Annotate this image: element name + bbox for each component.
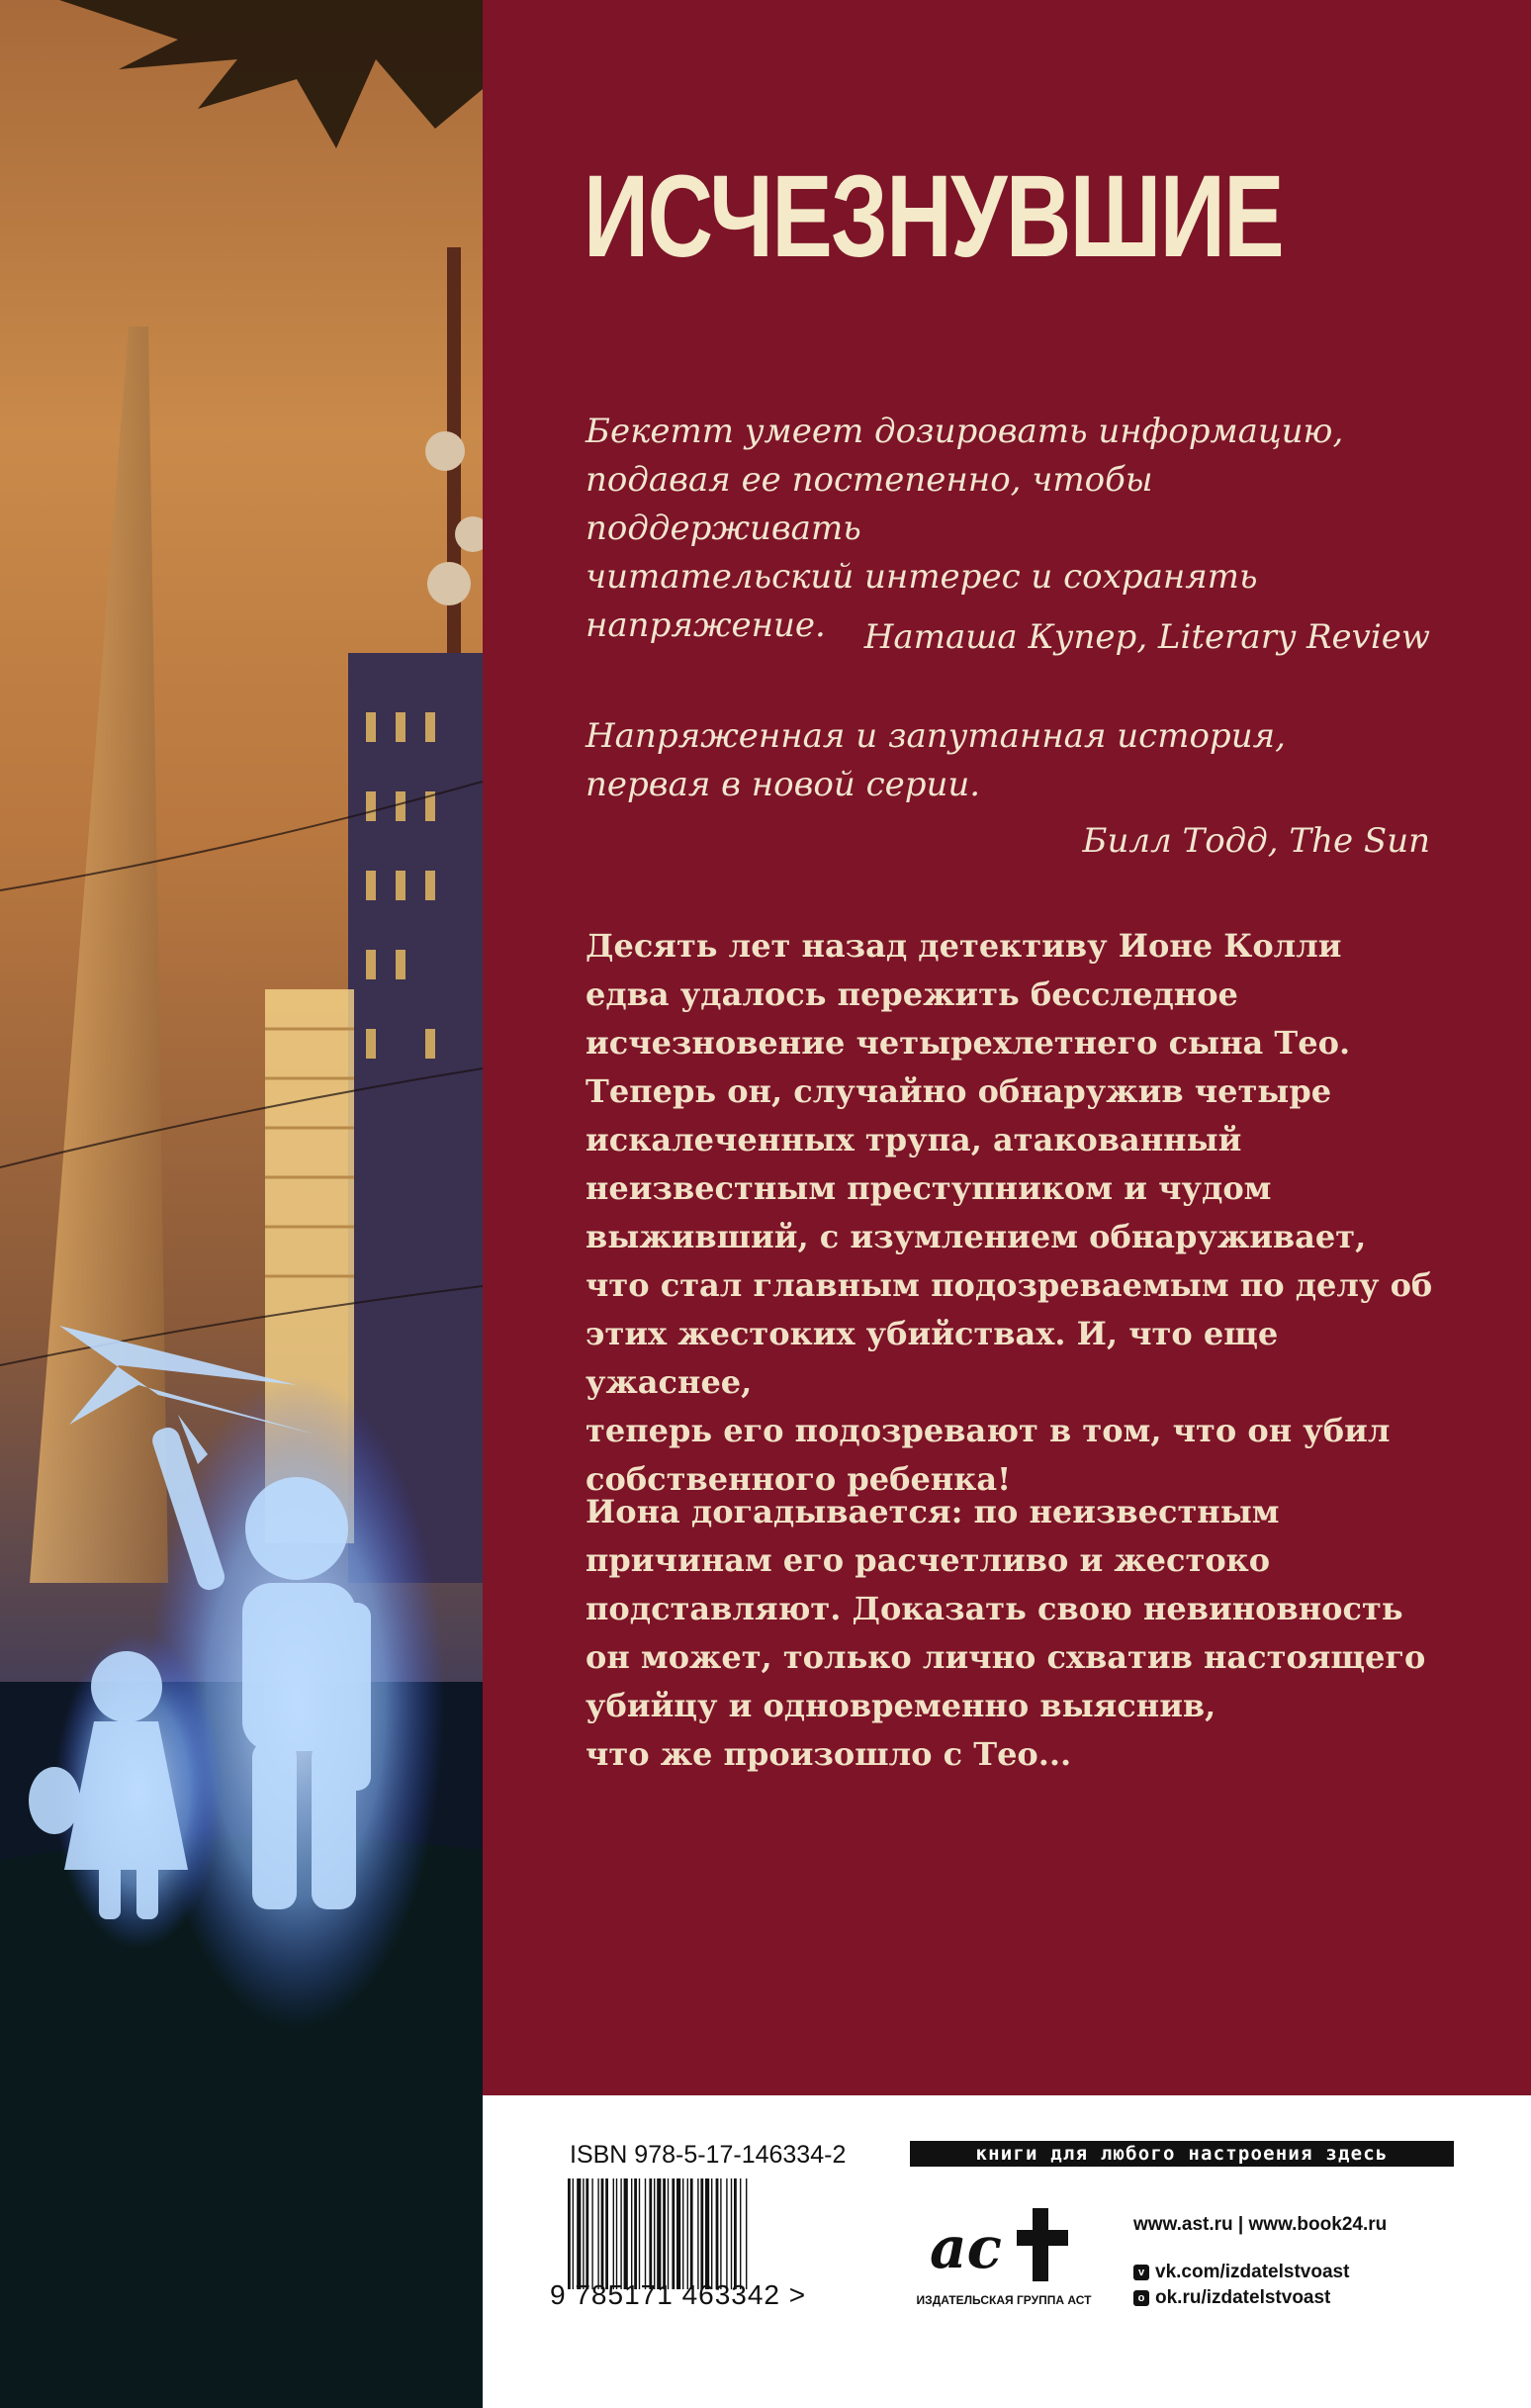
blurb-line: теперь его подозревают в том, что он убил	[585, 1412, 1391, 1449]
blurb-line: неизвестным преступником и чудом	[585, 1169, 1272, 1207]
blurb-line: собственного ребенка!	[585, 1460, 1012, 1498]
publisher-strip	[483, 2095, 1531, 2408]
review-quote-2	[585, 712, 1436, 809]
barcode-icon	[568, 2178, 864, 2289]
leaves-icon	[59, 0, 483, 148]
blurb-line: выживший, с изумлением обнаруживает,	[585, 1218, 1367, 1255]
blurb-line: этих жестоких убийствах. И, что еще ужаснее,	[585, 1315, 1279, 1401]
vk-link[interactable]	[1133, 2262, 1349, 2283]
publisher-sites[interactable]: www.ast.ru | www.book24.ru	[1133, 2214, 1388, 2235]
blurb-line: Десять лет назад детективу Ионе Колли	[585, 927, 1342, 965]
review-attribution-1: Наташа Купер, Literary Review	[863, 617, 1430, 657]
isbn-label: ISBN 978-5-17-146334-2	[570, 2141, 847, 2169]
publisher-imprint: ИЗДАТЕЛЬСКАЯ ГРУППА АСТ	[916, 2293, 1092, 2307]
blurb-line: что же произошло с Тео...	[585, 1735, 1072, 1773]
book-title: ИСЧЕЗНУВШИЕ	[584, 151, 1284, 282]
review-attribution-2: Билл Тодд, The Sun	[1082, 821, 1430, 861]
blurb-line: исчезновение четырехлетнего сына Тео.	[585, 1024, 1351, 1062]
blurb-line: искалеченных трупа, атакованный	[585, 1121, 1242, 1158]
ok-link[interactable]	[1133, 2287, 1330, 2309]
vk-link-text: vk.com/izdatelstvoast	[1155, 2262, 1350, 2282]
city-night-illustration	[0, 0, 483, 2408]
blurb-line: Теперь он, случайно обнаружив четыре	[585, 1072, 1332, 1110]
svg-text:ас: ас	[930, 2214, 1002, 2281]
ok-link-text: ok.ru/izdatelstvoast	[1155, 2287, 1331, 2308]
blurb-paragraph-2	[585, 1488, 1436, 1779]
blurb-line: убийцу и одновременно выяснив,	[585, 1687, 1216, 1724]
back-cover-panel	[483, 0, 1531, 2095]
review-line: подавая ее постепенно, чтобы поддерживать	[585, 460, 1153, 548]
review-line: первая в новой серии.	[585, 765, 981, 804]
ast-logo-icon	[924, 2190, 1082, 2289]
review-quote-1	[585, 408, 1436, 650]
blurb-line: он может, только лично схватив настоящего	[585, 1638, 1426, 1676]
blurb-line: подставляют. Доказать свою невиновность	[585, 1590, 1403, 1627]
blurb-line: едва удалось пережить бесследное	[585, 975, 1238, 1013]
blurb-line: что стал главным подозреваемым по делу об	[585, 1266, 1433, 1304]
blurb-line: Иона догадывается: по неизвестным	[585, 1493, 1280, 1530]
review-line: напряжение.	[585, 605, 826, 645]
ok-icon: o	[1133, 2290, 1149, 2306]
barcode-digits: 9 785171 463342 >	[550, 2279, 807, 2310]
blurb-paragraph-1	[585, 922, 1436, 1504]
review-line: Напряженная и запутанная история,	[585, 716, 1286, 756]
review-line: читательский интерес и сохранять	[585, 557, 1258, 597]
vk-icon: v	[1133, 2265, 1149, 2280]
publisher-slogan: книги для любого настроения здесь	[910, 2141, 1454, 2167]
review-line: Бекетт умеет дозировать информацию,	[585, 412, 1344, 451]
cover-illustration	[0, 0, 483, 2408]
blurb-line: причинам его расчетливо и жестоко	[585, 1541, 1271, 1579]
